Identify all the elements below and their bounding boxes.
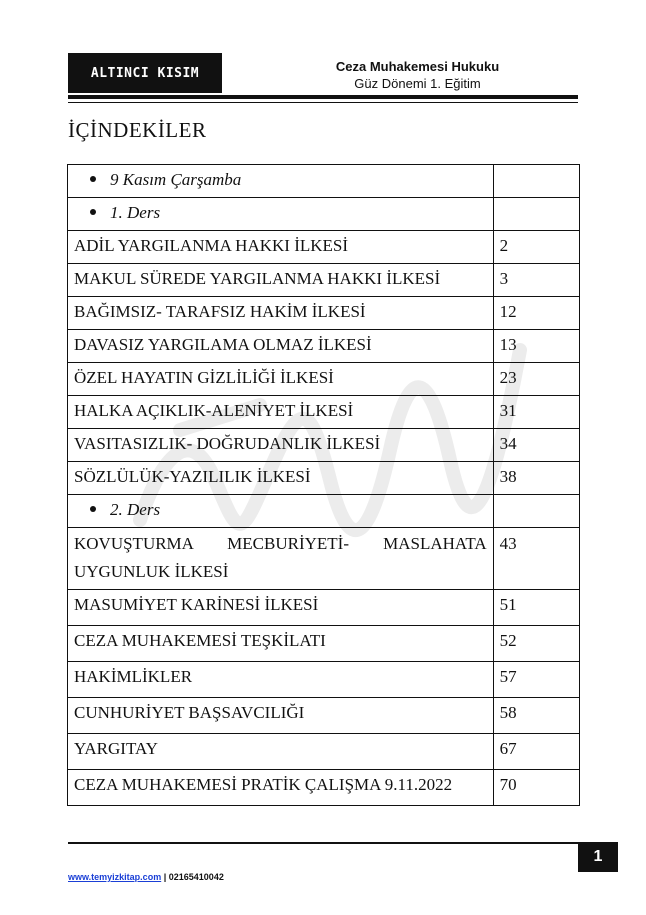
section-tag: ALTINCI KISIM xyxy=(68,53,222,93)
website-link[interactable]: www.temyizkitap.com xyxy=(68,872,162,882)
toc-page-cell: 43 xyxy=(493,528,579,590)
toc-row xyxy=(68,297,580,330)
toc-page-cell: 23 xyxy=(493,363,579,396)
toc-entry-cell xyxy=(68,462,494,495)
toc-entry-cell xyxy=(68,770,494,806)
course-header xyxy=(300,58,535,92)
toc-page-cell: 70 xyxy=(493,770,579,806)
toc-page-cell xyxy=(493,198,579,231)
toc-entry-cell xyxy=(68,590,494,626)
toc-entry-cell xyxy=(68,363,494,396)
toc-entry-cell xyxy=(68,698,494,734)
toc-row xyxy=(68,698,580,734)
toc-row xyxy=(68,770,580,806)
toc-entry-title: CUNHURİYET BAŞSAVCILIĞI xyxy=(74,703,305,722)
course-term: Güz Dönemi 1. Eğitim xyxy=(354,76,481,91)
toc-page-cell: 12 xyxy=(493,297,579,330)
toc-row xyxy=(68,590,580,626)
toc-entry-cell xyxy=(68,662,494,698)
toc-entry-title: MASUMİYET KARİNESİ İLKESİ xyxy=(74,595,319,614)
toc-row xyxy=(68,528,580,590)
toc-entry-cell xyxy=(68,231,494,264)
toc-page-cell: 52 xyxy=(493,626,579,662)
toc-entry-title: CEZA MUHAKEMESİ TEŞKİLATI xyxy=(74,631,326,650)
header-rule-thin xyxy=(68,102,578,103)
bullet-icon xyxy=(90,209,96,215)
toc-entry-title: YARGITAY xyxy=(74,739,158,758)
toc-row xyxy=(68,363,580,396)
toc-entry-cell xyxy=(68,330,494,363)
toc-entry-title: DAVASIZ YARGILAMA OLMAZ İLKESİ xyxy=(74,335,372,354)
toc-entry-cell xyxy=(68,264,494,297)
footer-rule xyxy=(68,842,578,844)
toc-row xyxy=(68,626,580,662)
toc-page-cell: 67 xyxy=(493,734,579,770)
toc-row xyxy=(68,662,580,698)
toc-page-cell: 38 xyxy=(493,462,579,495)
toc-entry-cell xyxy=(68,165,494,198)
toc-title: İÇİNDEKİLER xyxy=(68,118,207,142)
footer-separator: | xyxy=(163,872,167,882)
toc-table xyxy=(67,164,580,806)
toc-row xyxy=(68,429,580,462)
page-number: 1 xyxy=(578,842,618,872)
toc-entry-title: MAKUL SÜREDE YARGILANMA HAKKI İLKESİ xyxy=(74,269,441,288)
toc-entry-title: ÖZEL HAYATIN GİZLİLİĞİ İLKESİ xyxy=(74,368,334,387)
toc-row xyxy=(68,462,580,495)
toc-page-cell: 58 xyxy=(493,698,579,734)
toc-row xyxy=(68,231,580,264)
toc-body xyxy=(68,165,580,806)
toc-entry-cell xyxy=(68,626,494,662)
toc-row xyxy=(68,734,580,770)
toc-entry-cell xyxy=(68,528,494,590)
toc-page-cell: 31 xyxy=(493,396,579,429)
toc-session-title: 1. Ders xyxy=(110,203,161,222)
toc-entry-cell xyxy=(68,396,494,429)
bullet-icon xyxy=(90,176,96,182)
header-rule-thick xyxy=(68,95,578,99)
toc-row xyxy=(68,264,580,297)
toc-page-cell: 2 xyxy=(493,231,579,264)
toc-entry-title: ADİL YARGILANMA HAKKI İLKESİ xyxy=(74,236,349,255)
toc-page-cell xyxy=(493,165,579,198)
toc-session-row xyxy=(68,198,580,231)
footer-contact xyxy=(68,872,224,882)
toc-session-row xyxy=(68,165,580,198)
phone-number: 02165410042 xyxy=(168,872,224,882)
toc-entry-title: SÖZLÜLÜK-YAZILILIK İLKESİ xyxy=(74,467,311,486)
toc-entry-title: VASITASIZLIK- DOĞRUDANLIK İLKESİ xyxy=(74,434,381,453)
toc-row xyxy=(68,330,580,363)
toc-row xyxy=(68,396,580,429)
toc-entry-cell xyxy=(68,734,494,770)
toc-entry-cell xyxy=(68,297,494,330)
toc-page-cell: 34 xyxy=(493,429,579,462)
toc-page-cell: 13 xyxy=(493,330,579,363)
bullet-icon xyxy=(90,506,96,512)
toc-session-row xyxy=(68,495,580,528)
toc-entry-cell xyxy=(68,429,494,462)
course-title: Ceza Muhakemesi Hukuku xyxy=(335,59,500,74)
toc-entry-title: BAĞIMSIZ- TARAFSIZ HAKİM İLKESİ xyxy=(74,302,366,321)
toc-entry-cell xyxy=(68,495,494,528)
toc-entry-title: HALKA AÇIKLIK-ALENİYET İLKESİ xyxy=(74,401,354,420)
toc-session-title: 2. Ders xyxy=(110,500,161,519)
toc-session-title: 9 Kasım Çarşamba xyxy=(110,170,242,189)
toc-entry-cell xyxy=(68,198,494,231)
toc-page-cell: 57 xyxy=(493,662,579,698)
toc-entry-title: HAKİMLİKLER xyxy=(74,667,193,686)
toc-page-cell: 51 xyxy=(493,590,579,626)
toc-entry-title: CEZA MUHAKEMESİ PRATİK ÇALIŞMA 9.11.2022 xyxy=(74,775,453,794)
toc-page-cell: 3 xyxy=(493,264,579,297)
toc-page-cell xyxy=(493,495,579,528)
toc-entry-title: KOVUŞTURMA MECBURİYETİ- MASLAHATA UYGUNLUK İLKESİ xyxy=(74,534,487,581)
